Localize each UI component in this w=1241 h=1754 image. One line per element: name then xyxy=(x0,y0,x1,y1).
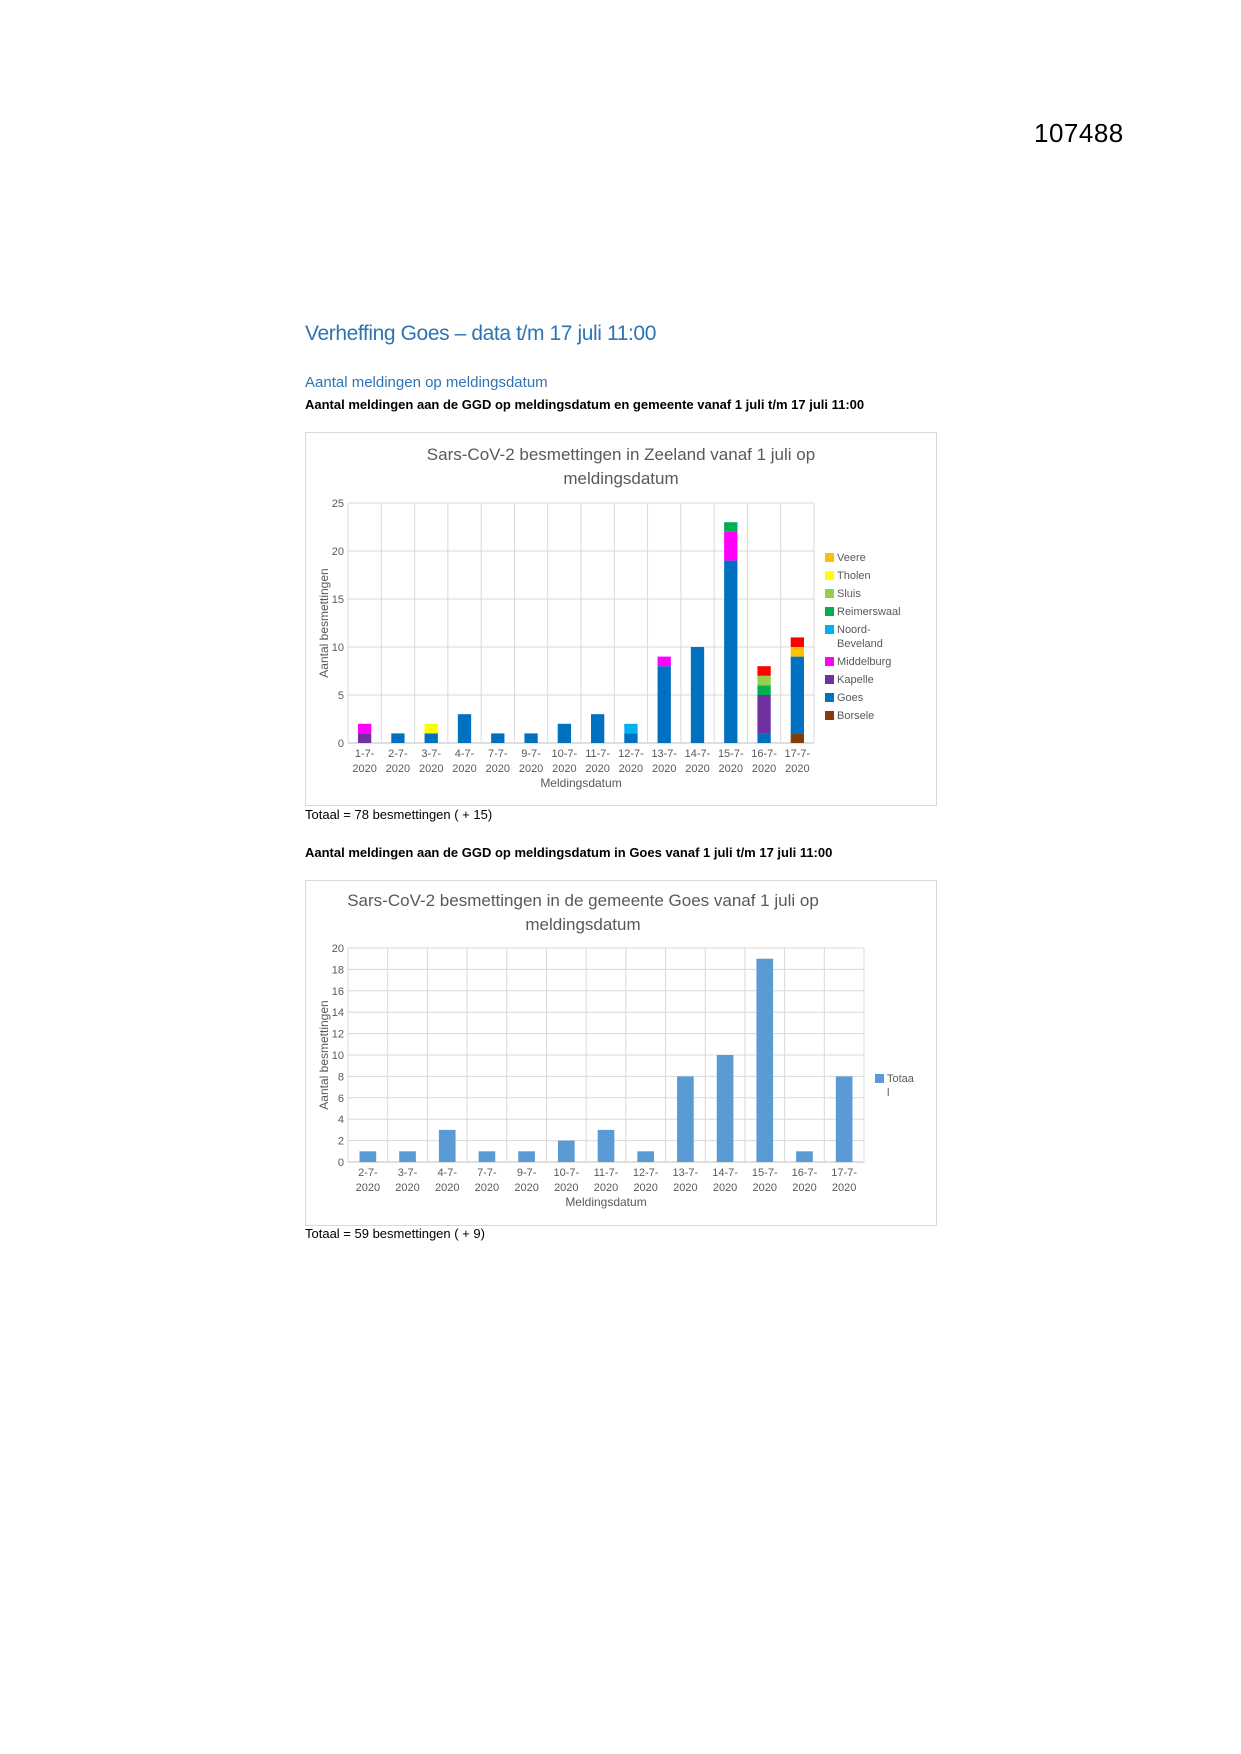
zeeland-legend-label: Goes xyxy=(837,692,864,704)
goes-bar-totaa-l xyxy=(756,959,773,1162)
zeeland-x-tick-label: 2020 xyxy=(585,763,610,775)
chart2-total: Totaal = 59 besmettingen ( + 9) xyxy=(305,1226,485,1241)
goes-x-tick-label: 14-7- xyxy=(712,1167,738,1179)
zeeland-x-tick-label: 2020 xyxy=(718,763,744,775)
zeeland-bar-goes xyxy=(624,733,637,743)
zeeland-bar-kapelle xyxy=(358,733,371,743)
zeeland-bar-goes xyxy=(724,561,737,743)
zeeland-x-tick-label: 2020 xyxy=(385,763,411,775)
zeeland-y-axis-title: Aantal besmettingen xyxy=(317,568,331,678)
goes-bar-totaa-l xyxy=(598,1130,615,1162)
zeeland-bar-noord-beveland xyxy=(624,724,637,734)
goes-bar-totaa-l xyxy=(439,1130,456,1162)
zeeland-title-line: Sars-CoV-2 besmettingen in Zeeland vanaf 1 juli op xyxy=(426,445,816,464)
goes-y-tick-label: 18 xyxy=(331,964,344,977)
page-title: Verheffing Goes – data t/m 17 juli 11:00 xyxy=(305,322,656,345)
zeeland-x-axis-title: Meldingsdatum xyxy=(540,776,622,790)
goes-x-tick-label: 17-7- xyxy=(831,1167,857,1179)
zeeland-x-tick-label: 2020 xyxy=(552,763,577,775)
zeeland-y-tick-label: 15 xyxy=(331,594,344,606)
zeeland-x-tick-label: 2020 xyxy=(685,763,710,775)
goes-x-tick-label: 2020 xyxy=(633,1182,658,1194)
goes-x-tick-label: 4-7- xyxy=(437,1167,458,1179)
zeeland-chart-svg xyxy=(306,433,936,805)
goes-bar-totaa-l xyxy=(836,1076,853,1162)
goes-x-tick-label: 7-7- xyxy=(477,1167,497,1179)
goes-y-tick-label: 2 xyxy=(337,1135,344,1148)
zeeland-bar-goes xyxy=(425,733,438,743)
zeeland-legend-swatch xyxy=(825,711,834,720)
goes-y-tick-label: 4 xyxy=(337,1114,344,1127)
goes-x-tick-label: 2020 xyxy=(673,1182,698,1194)
zeeland-bar-goes xyxy=(524,733,537,743)
goes-y-tick-label: 8 xyxy=(337,1071,344,1084)
zeeland-bar-middelburg xyxy=(724,532,737,561)
zeeland-legend-swatch xyxy=(825,553,834,562)
zeeland-bar-goes xyxy=(558,724,571,743)
goes-bar-totaa-l xyxy=(796,1151,813,1162)
zeeland-legend-label: Middelburg xyxy=(837,656,892,668)
goes-title-line: Sars-CoV-2 besmettingen in de gemeente Goes vanaf 1 juli op xyxy=(347,891,819,910)
zeeland-legend-swatch xyxy=(825,675,834,684)
goes-bar-totaa-l xyxy=(558,1141,575,1162)
zeeland-x-tick-label: 2020 xyxy=(785,763,810,775)
zeeland-x-tick-label: 1-7- xyxy=(354,748,375,760)
zeeland-x-tick-label: 15-7- xyxy=(717,748,744,760)
zeeland-bar-veere xyxy=(791,647,804,657)
goes-x-tick-label: 15-7- xyxy=(751,1167,778,1179)
zeeland-bar-series-9 xyxy=(791,637,804,647)
zeeland-x-tick-label: 11-7- xyxy=(585,748,611,760)
zeeland-x-tick-label: 10-7- xyxy=(551,748,578,760)
zeeland-bar-sluis xyxy=(757,676,770,686)
zeeland-x-tick-label: 2020 xyxy=(485,763,511,775)
zeeland-bar-reimerswaal xyxy=(757,685,770,695)
goes-x-tick-label: 2-7- xyxy=(358,1167,378,1179)
goes-x-tick-label: 2020 xyxy=(752,1182,778,1194)
zeeland-x-tick-label: 7-7- xyxy=(488,748,508,760)
goes-x-tick-label: 13-7- xyxy=(672,1167,699,1179)
goes-x-tick-label: 2020 xyxy=(712,1182,738,1194)
zeeland-x-tick-label: 17-7- xyxy=(784,748,811,760)
zeeland-x-tick-label: 14-7- xyxy=(684,748,711,760)
goes-x-tick-label: 2020 xyxy=(792,1182,817,1194)
goes-bar-totaa-l xyxy=(518,1151,535,1162)
goes-x-tick-label: 2020 xyxy=(554,1182,579,1194)
zeeland-legend-swatch xyxy=(825,657,834,666)
goes-x-tick-label: 3-7- xyxy=(397,1167,418,1179)
goes-x-tick-label: 9-7- xyxy=(516,1167,537,1179)
zeeland-legend-swatch xyxy=(825,607,834,616)
zeeland-bar-goes xyxy=(658,666,671,743)
zeeland-x-tick-label: 2020 xyxy=(651,763,677,775)
goes-x-tick-label: 2020 xyxy=(395,1182,420,1194)
zeeland-bar-goes xyxy=(591,714,604,743)
goes-x-tick-label: 2020 xyxy=(355,1182,381,1194)
goes-y-tick-label: 10 xyxy=(331,1050,344,1062)
goes-y-tick-label: 0 xyxy=(337,1157,344,1169)
zeeland-x-tick-label: 16-7- xyxy=(751,748,777,760)
zeeland-legend-label: Sluis xyxy=(837,588,861,600)
zeeland-bar-series-9 xyxy=(757,666,770,676)
zeeland-legend-label: Noord- xyxy=(837,624,871,636)
zeeland-title-line: meldingsdatum xyxy=(563,469,679,488)
document-number: 107488 xyxy=(1034,118,1124,148)
goes-x-axis-title: Meldingsdatum xyxy=(565,1195,647,1209)
goes-y-tick-label: 20 xyxy=(331,943,344,955)
zeeland-bar-kapelle xyxy=(757,695,770,733)
zeeland-legend-swatch xyxy=(825,589,834,598)
zeeland-x-tick-label: 2-7- xyxy=(388,748,408,760)
zeeland-x-tick-label: 2020 xyxy=(518,763,544,775)
goes-bar-totaa-l xyxy=(677,1076,694,1162)
goes-y-tick-label: 6 xyxy=(337,1092,344,1105)
zeeland-bar-middelburg xyxy=(658,657,671,667)
goes-y-axis-title: Aantal besmettingen xyxy=(317,1000,331,1110)
goes-legend-label: l xyxy=(887,1087,890,1099)
zeeland-y-tick-label: 25 xyxy=(331,498,344,510)
goes-legend-swatch xyxy=(875,1074,884,1083)
zeeland-y-tick-label: 0 xyxy=(337,738,344,750)
zeeland-bar-goes xyxy=(491,733,504,743)
zeeland-bar-borsele xyxy=(791,733,804,743)
goes-bar-totaa-l xyxy=(717,1055,734,1162)
goes-bar-totaa-l xyxy=(479,1151,496,1162)
zeeland-bar-middelburg xyxy=(358,724,371,734)
zeeland-legend-label: Tholen xyxy=(837,570,871,582)
goes-x-tick-label: 16-7- xyxy=(791,1167,818,1179)
goes-y-tick-label: 14 xyxy=(331,1007,344,1020)
zeeland-bar-goes xyxy=(458,714,471,743)
zeeland-legend-label: Beveland xyxy=(837,638,883,650)
zeeland-x-tick-label: 2020 xyxy=(418,763,444,775)
goes-title-line: meldingsdatum xyxy=(525,915,641,934)
goes-x-tick-label: 10-7- xyxy=(553,1167,580,1179)
zeeland-y-tick-label: 20 xyxy=(331,546,344,558)
zeeland-bar-goes xyxy=(791,657,804,734)
zeeland-legend-label: Kapelle xyxy=(837,674,874,686)
goes-x-tick-label: 2020 xyxy=(831,1182,857,1194)
goes-bar-totaa-l xyxy=(637,1151,654,1162)
goes-chart-svg xyxy=(306,881,936,1225)
zeeland-legend-swatch xyxy=(825,693,834,702)
zeeland-bar-goes xyxy=(391,733,404,743)
goes-bar-totaa-l xyxy=(360,1151,377,1162)
goes-x-tick-label: 11-7- xyxy=(593,1167,619,1179)
zeeland-x-tick-label: 2020 xyxy=(352,763,377,775)
zeeland-x-tick-label: 2020 xyxy=(452,763,477,775)
chart2-caption: Aantal meldingen aan de GGD op meldingsdatum in Goes vanaf 1 juli t/m 17 juli 11:00 xyxy=(305,845,833,860)
zeeland-legend-swatch xyxy=(825,571,834,580)
zeeland-x-tick-label: 4-7- xyxy=(454,748,475,760)
zeeland-chart xyxy=(305,432,937,806)
zeeland-x-tick-label: 2020 xyxy=(751,763,777,775)
zeeland-legend-label: Borsele xyxy=(837,710,875,722)
chart1-total: Totaal = 78 besmettingen ( + 15) xyxy=(305,807,493,822)
zeeland-x-tick-label: 9-7- xyxy=(521,748,541,760)
zeeland-y-tick-label: 5 xyxy=(337,690,344,702)
goes-x-tick-label: 2020 xyxy=(474,1182,500,1194)
goes-y-tick-label: 12 xyxy=(331,1028,344,1041)
zeeland-legend-label: Veere xyxy=(837,552,866,564)
goes-x-tick-label: 2020 xyxy=(514,1182,539,1194)
goes-chart xyxy=(305,880,937,1226)
zeeland-legend-label: Reimerswaal xyxy=(837,606,901,618)
zeeland-bar-goes xyxy=(691,647,704,743)
zeeland-bar-tholen xyxy=(425,724,438,734)
zeeland-x-tick-label: 3-7- xyxy=(421,748,441,760)
goes-legend-label: Totaa xyxy=(887,1073,914,1085)
zeeland-bar-reimerswaal xyxy=(724,522,737,532)
goes-x-tick-label: 12-7- xyxy=(632,1167,659,1179)
section-subtitle: Aantal meldingen op meldingsdatum xyxy=(305,374,548,391)
zeeland-legend-swatch xyxy=(825,625,834,634)
zeeland-x-tick-label: 13-7- xyxy=(651,748,678,760)
zeeland-y-tick-label: 10 xyxy=(331,642,344,654)
chart1-caption: Aantal meldingen aan de GGD op meldingsdatum en gemeente vanaf 1 juli t/m 17 juli 11:00 xyxy=(305,397,865,412)
goes-x-tick-label: 2020 xyxy=(434,1182,460,1194)
goes-x-tick-label: 2020 xyxy=(593,1182,619,1194)
goes-bar-totaa-l xyxy=(399,1151,416,1162)
goes-y-tick-label: 16 xyxy=(331,985,344,998)
zeeland-x-tick-label: 12-7- xyxy=(618,748,644,760)
zeeland-bar-goes xyxy=(757,733,770,743)
zeeland-x-tick-label: 2020 xyxy=(618,763,644,775)
